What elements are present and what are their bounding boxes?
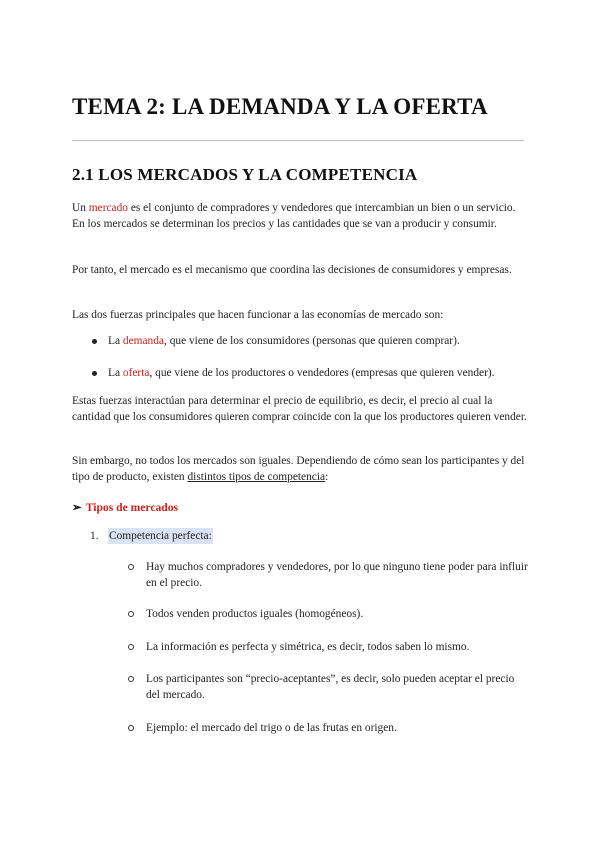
list-number: 1.	[90, 530, 99, 542]
term-oferta: oferta	[122, 367, 150, 379]
sub-item-text: Todos venden productos iguales (homogéneos).	[146, 608, 364, 620]
term-mercado: mercado	[88, 202, 128, 214]
para1-post: es el conjunto de compradores y vendedores que intercambian un bien o un servicio. En los mercados se determinan los precios y las cantidades que se van a producir y consumir.	[72, 202, 516, 230]
circle-bullet-icon	[128, 644, 134, 650]
bullet-text	[108, 333, 528, 349]
bullet-pre: La	[108, 367, 123, 379]
sub-item-text: La información es perfecta y simétrica, es decir, todos saben lo mismo.	[146, 641, 470, 653]
para5-post: :	[325, 471, 329, 483]
bullet-pre: La	[108, 335, 123, 347]
sub-item-text: Hay muchos compradores y vendedores, por lo que ninguno tiene poder para influir en el precio.	[146, 561, 528, 589]
title-divider	[72, 140, 524, 141]
arrow-icon: ➢	[72, 501, 82, 514]
paragraph-mercado-definition	[72, 200, 528, 232]
paragraph-tipos-competencia	[72, 453, 528, 485]
subheading-tipos-mercados	[72, 500, 178, 514]
circle-bullet-icon	[128, 611, 134, 617]
bullet-text	[108, 365, 528, 381]
section-heading: 2.1 LOS MERCADOS Y LA COMPETENCIA	[72, 165, 418, 184]
circle-bullet-icon	[128, 725, 134, 731]
sub-item-text: Ejemplo: el mercado del trigo o de las frutas en origen.	[146, 722, 397, 734]
bullet-icon	[92, 371, 97, 376]
bullet-icon	[92, 339, 97, 344]
term-demanda: demanda	[122, 335, 164, 347]
bullet-post: , que viene de los productores o vendedores (empresas que quieren vender).	[149, 367, 495, 379]
selected-text-competencia-perfecta[interactable]: Competencia perfecta:	[109, 530, 212, 542]
bullet-post: , que viene de los consumidores (personas que quieren comprar).	[164, 335, 460, 347]
para5-pre: Sin embargo, no todos los mercados son iguales. Dependiendo de cómo sean los participantes y del tipo de producto, existen	[72, 455, 525, 483]
sub-item-text: Los participantes son “precio-aceptantes”, es decir, solo pueden aceptar el precio del mercado.	[146, 673, 515, 701]
circle-bullet-icon	[128, 676, 134, 682]
para1-pre: Un	[72, 202, 89, 214]
subheading-text: Tipos de mercados	[85, 501, 179, 514]
circle-bullet-icon	[128, 564, 134, 570]
paragraph-equilibrio: Estas fuerzas interactúan para determinar el precio de equilibrio, es decir, el precio al cual la cantidad que los consumidores quieren comprar coincide con la que los productores quieren vender.	[72, 395, 527, 423]
paragraph-mecanismo: Por tanto, el mercado es el mecanismo que coordina las decisiones de consumidores y empresas.	[72, 264, 512, 276]
paragraph-fuerzas: Las dos fuerzas principales que hacen funcionar a las economías de mercado son:	[72, 309, 444, 321]
link-tipos-competencia[interactable]: distintos tipos de competencia	[187, 471, 326, 483]
document-title: TEMA 2: LA DEMANDA Y LA OFERTA	[72, 94, 488, 119]
